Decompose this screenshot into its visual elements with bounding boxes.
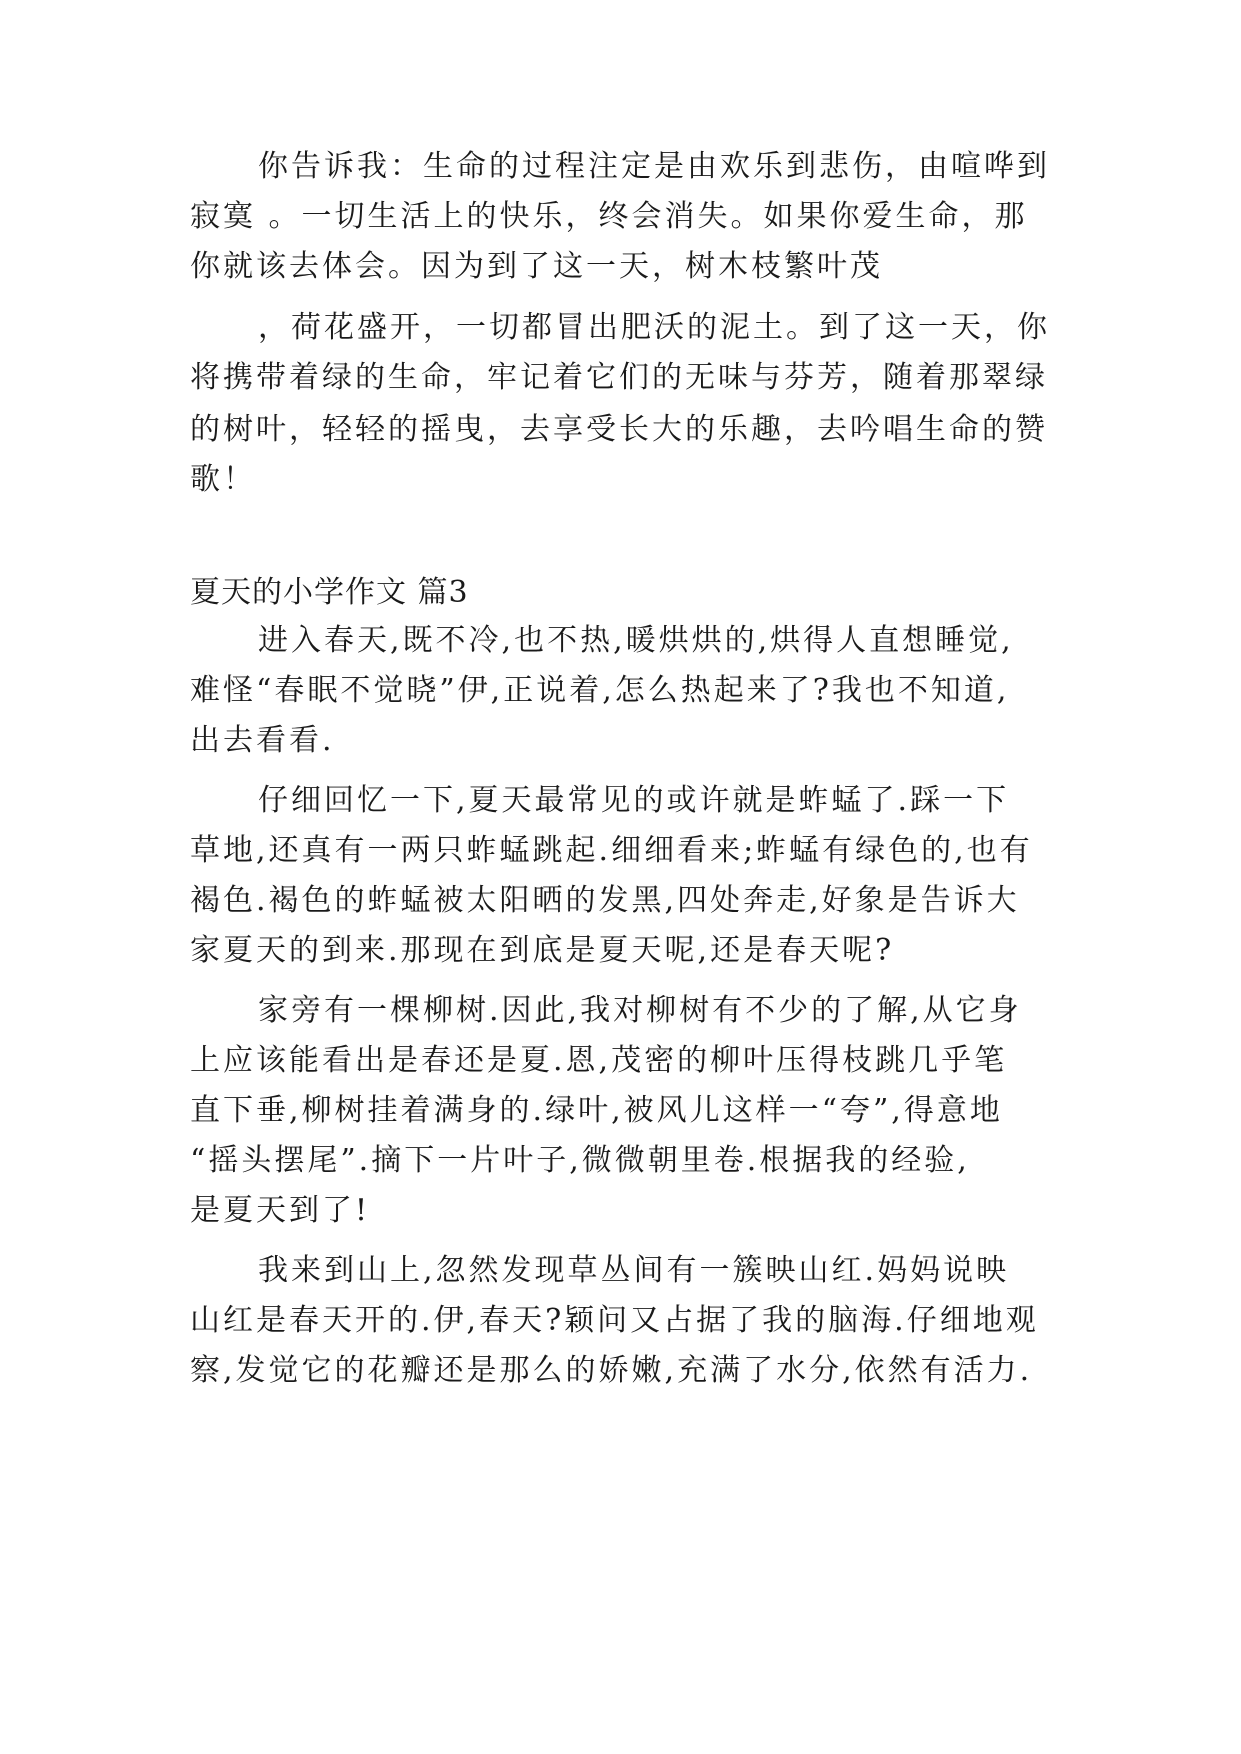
paragraph-3-line-2: 难怪“春眠不觉晓”伊,正说着,怎么热起来了?我也不知道, <box>190 673 1010 708</box>
paragraph-5-line-5: 是夏天到了! <box>190 1193 371 1228</box>
paragraph-5-line-2: 上应该能看出是春还是夏.恩,茂密的柳叶压得枝跳几乎笔 <box>190 1043 1008 1078</box>
paragraph-1-line-3: 你就该去体会。因为到了这一天，树木枝繁叶茂 <box>190 249 883 284</box>
paragraph-2-line-1: ，荷花盛开，一切都冒出肥沃的泥土。到了这一天，你 <box>258 310 1050 345</box>
paragraph-6-line-1: 我来到山上,忽然发现草丛间有一簇映山红.妈妈说映 <box>258 1253 1010 1288</box>
paragraph-4-line-3: 褐色.褐色的蚱蜢被太阳晒的发黑,四处奔走,好象是告诉大 <box>190 883 1020 918</box>
paragraph-5-line-4: “摇头摆尾”.摘下一片叶子,微微朝里卷.根据我的经验, <box>190 1143 970 1178</box>
paragraph-4-line-1: 仔细回忆一下,夏天最常见的或许就是蚱蜢了.踩一下 <box>258 783 1010 818</box>
section-title: 夏天的小学作文 篇3 <box>190 575 469 610</box>
paragraph-2-line-3: 的树叶，轻轻的摇曳，去享受长大的乐趣，去吟唱生命的赞 <box>190 412 1048 447</box>
paragraph-5-line-1: 家旁有一棵柳树.因此,我对柳树有不少的了解,从它身 <box>258 993 1022 1028</box>
paragraph-4-line-4: 家夏天的到来.那现在到底是夏天呢,还是春天呢? <box>190 933 895 968</box>
paragraph-1-line-2: 寂寞 。一切生活上的快乐，终会消失。如果你爱生命，那 <box>190 199 1028 234</box>
paragraph-6-line-2: 山红是春天开的.伊,春天?颖问又占据了我的脑海.仔细地观 <box>190 1303 1039 1338</box>
paragraph-2-line-4: 歌！ <box>190 462 256 497</box>
paragraph-4-line-2: 草地,还真有一两只蚱蜢跳起.细细看来;蚱蜢有绿色的,也有 <box>190 833 1033 868</box>
paragraph-6-line-3: 察,发觉它的花瓣还是那么的娇嫩,充满了水分,依然有活力. <box>190 1353 1033 1388</box>
paragraph-2-line-2: 将携带着绿的生命，牢记着它们的无味与芬芳，随着那翠绿 <box>190 360 1048 395</box>
paragraph-1-line-1: 你告诉我：生命的过程注定是由欢乐到悲伤，由喧哗到 <box>258 149 1050 184</box>
paragraph-5-line-3: 直下垂,柳树挂着满身的.绿叶,被风儿这样一“夸”,得意地 <box>190 1093 1003 1128</box>
paragraph-3-line-1: 进入春天,既不冷,也不热,暖烘烘的,烘得人直想睡觉, <box>258 623 1014 658</box>
paragraph-3-line-3: 出去看看. <box>190 723 335 758</box>
